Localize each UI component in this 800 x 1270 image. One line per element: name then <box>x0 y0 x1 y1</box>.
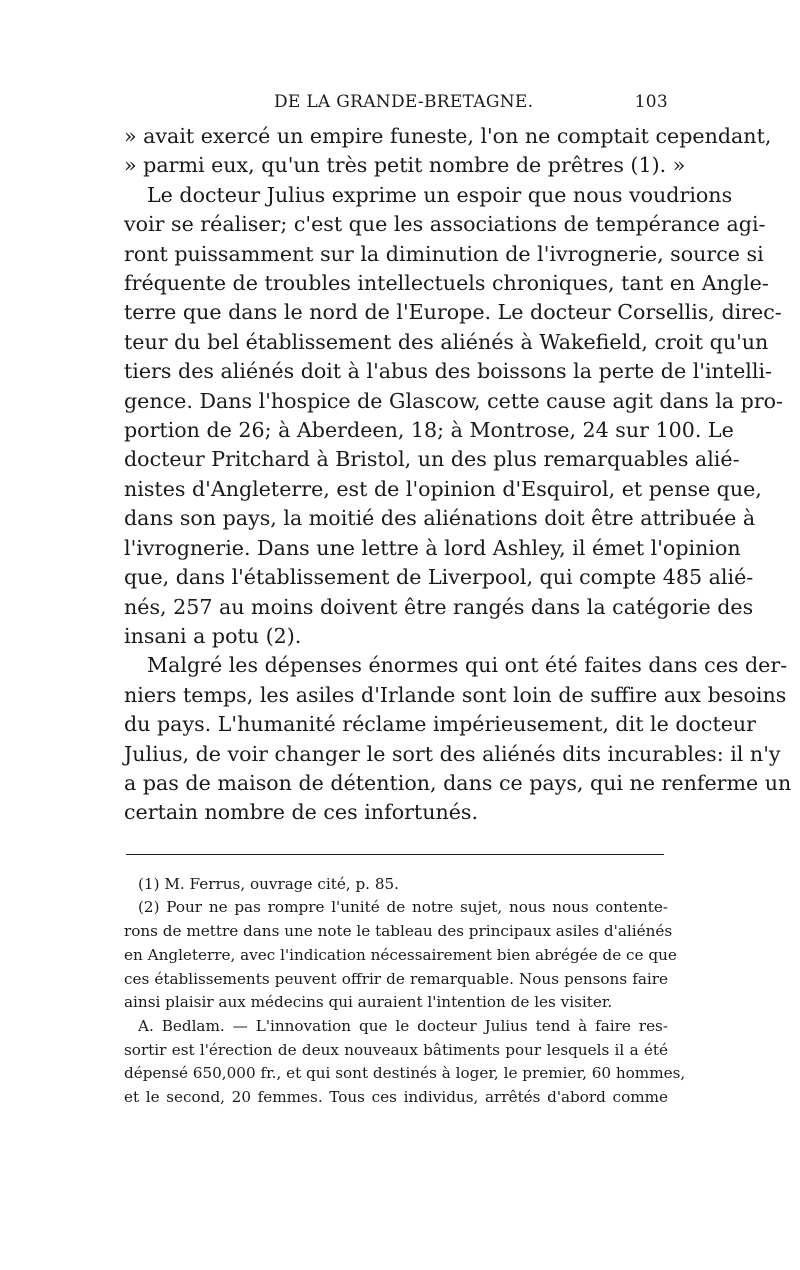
text-line: Malgré les dépenses énormes qui ont été faites dans ces der- <box>147 653 788 678</box>
text-line: a pas de maison de détention, dans ce pays, qui ne renferme un <box>124 770 792 795</box>
footnote-line: (2) Pour ne pas rompre l'unité de notre sujet, nous nous contente- <box>138 898 668 917</box>
footnote-rule <box>126 854 664 855</box>
text-line: que, dans l'établissement de Liverpool, qui compte 485 alié- <box>124 565 754 590</box>
footnotes <box>124 873 686 1110</box>
text-line: ront puissamment sur la diminution de l'ivrognerie, source si <box>124 241 764 266</box>
text-line: docteur Pritchard à Bristol, un des plus remarquables alié- <box>124 447 740 472</box>
text-line: voir se réaliser; c'est que les associations de tempérance agi- <box>124 212 766 237</box>
footnote-line: A. Bedlam. — L'innovation que le docteur Julius tend à faire res- <box>138 1016 668 1035</box>
footnote-line: sortir est l'érection de deux nouveaux bâtiments pour lesquels il a été <box>124 1040 668 1059</box>
text-line: » avait exercé un empire funeste, l'on ne comptait cependant, <box>124 124 772 148</box>
text-line: l'ivrognerie. Dans une lettre à lord Ashley, il émet l'opinion <box>124 535 741 560</box>
text-line: niers temps, les asiles d'Irlande sont loin de suffire aux besoins <box>124 682 787 707</box>
text-line: fréquente de troubles intellectuels chroniques, tant en Angle- <box>124 271 769 296</box>
text-line: nistes d'Angleterre, est de l'opinion d'Esquirol, et pense que, <box>124 476 762 501</box>
text-line: teur du bel établissement des aliénés à Wakefield, croit qu'un <box>124 329 769 354</box>
body-text <box>124 122 792 828</box>
text-line: Julius, de voir changer le sort des aliénés dits incurables: il n'y <box>124 741 781 766</box>
footnote-line: (1) M. Ferrus, ouvrage cité, p. 85. <box>138 874 399 893</box>
text-line: du pays. L'humanité réclame impérieusement, dit le docteur <box>124 712 757 737</box>
page-number: 103 <box>634 92 668 112</box>
footnote-line: dépensé 650,000 fr., et qui sont destinés à loger, le premier, 60 hommes, <box>124 1064 686 1083</box>
text-line: tiers des aliénés doit à l'abus des boissons la perte de l'intelli- <box>124 359 772 384</box>
book-page <box>124 92 792 1110</box>
text-line: dans son pays, la moitié des aliénations doit être attribuée à <box>124 506 756 531</box>
text-line: » parmi eux, qu'un très petit nombre de prêtres (1). » <box>124 153 686 178</box>
running-title: DE LA GRANDE-BRETAGNE. <box>274 92 534 112</box>
footnote-line: ces établissements peuvent offrir de remarquable. Nous pensons faire <box>124 969 668 988</box>
footnote-line: et le second, 20 femmes. Tous ces individus, arrêtés d'abord comme <box>124 1088 668 1107</box>
footnote-line: ainsi plaisir aux médecins qui auraient l'intention de les visiter. <box>124 993 613 1012</box>
text-line: gence. Dans l'hospice de Glascow, cette cause agit dans la pro- <box>124 388 784 413</box>
footnote-line: en Angleterre, avec l'indication nécessairement bien abrégée de ce que <box>124 945 677 964</box>
footnote-line: rons de mettre dans une note le tableau des principaux asiles d'aliénés <box>124 922 673 941</box>
text-line: terre que dans le nord de l'Europe. Le docteur Corsellis, direc- <box>124 300 782 325</box>
text-line: nés, 257 au moins doivent être rangés dans la catégorie des <box>124 594 754 619</box>
text-line: Le docteur Julius exprime un espoir que nous voudrions <box>147 182 733 207</box>
running-head <box>124 92 668 118</box>
text-line: insani a potu (2). <box>124 623 302 648</box>
text-line: certain nombre de ces infortunés. <box>124 800 479 825</box>
text-line: portion de 26; à Aberdeen, 18; à Montrose, 24 sur 100. Le <box>124 418 734 443</box>
